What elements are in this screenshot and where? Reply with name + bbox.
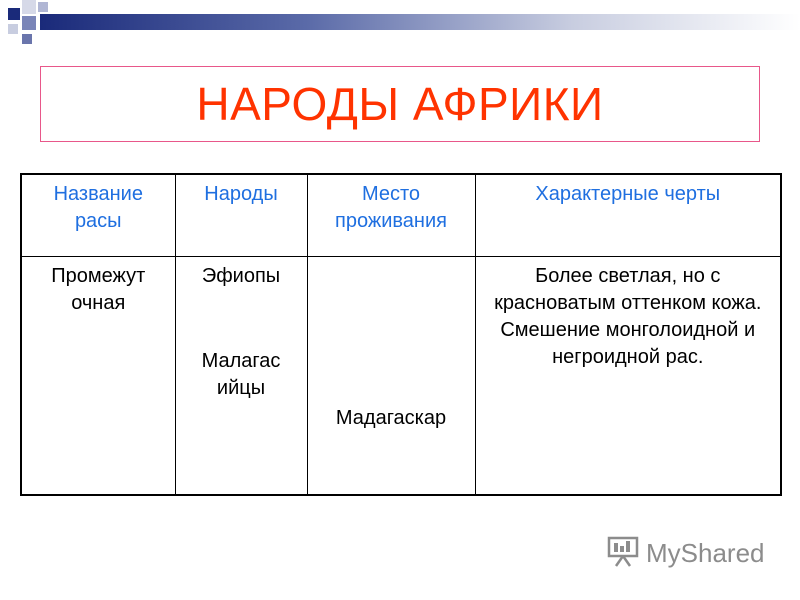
races-table — [20, 173, 782, 496]
cell-race: Промежут очная — [21, 256, 175, 495]
table-row — [21, 256, 781, 495]
people-item: Эфиопы — [201, 264, 281, 287]
title-box — [40, 66, 760, 142]
decor-square — [8, 8, 20, 20]
presentation-board-icon — [606, 534, 640, 573]
decor-square — [22, 34, 32, 44]
table-header-row — [21, 174, 781, 256]
decor-square — [38, 2, 48, 12]
people-item: Малагас ийцы — [201, 349, 281, 399]
header-peoples: Народы — [175, 174, 307, 256]
header-features: Характерные черты — [475, 174, 781, 256]
slide-title: НАРОДЫ АФРИКИ — [196, 78, 604, 130]
decor-square — [8, 24, 18, 34]
header-place: Место проживания — [307, 174, 475, 256]
decor-square — [22, 16, 36, 30]
cell-peoples — [175, 256, 307, 495]
logo-text: MyShared — [646, 537, 765, 568]
decor-square — [22, 0, 36, 14]
header-race-name: Название расы — [21, 174, 175, 256]
cell-features: Более светлая, но с красноватым оттенком кожа. Смешение монголоидной и негроидной рас. — [475, 256, 781, 495]
myshared-logo — [606, 536, 765, 570]
decor-gradient-bar — [40, 14, 800, 30]
cell-place: Мадагаскар — [307, 256, 475, 495]
